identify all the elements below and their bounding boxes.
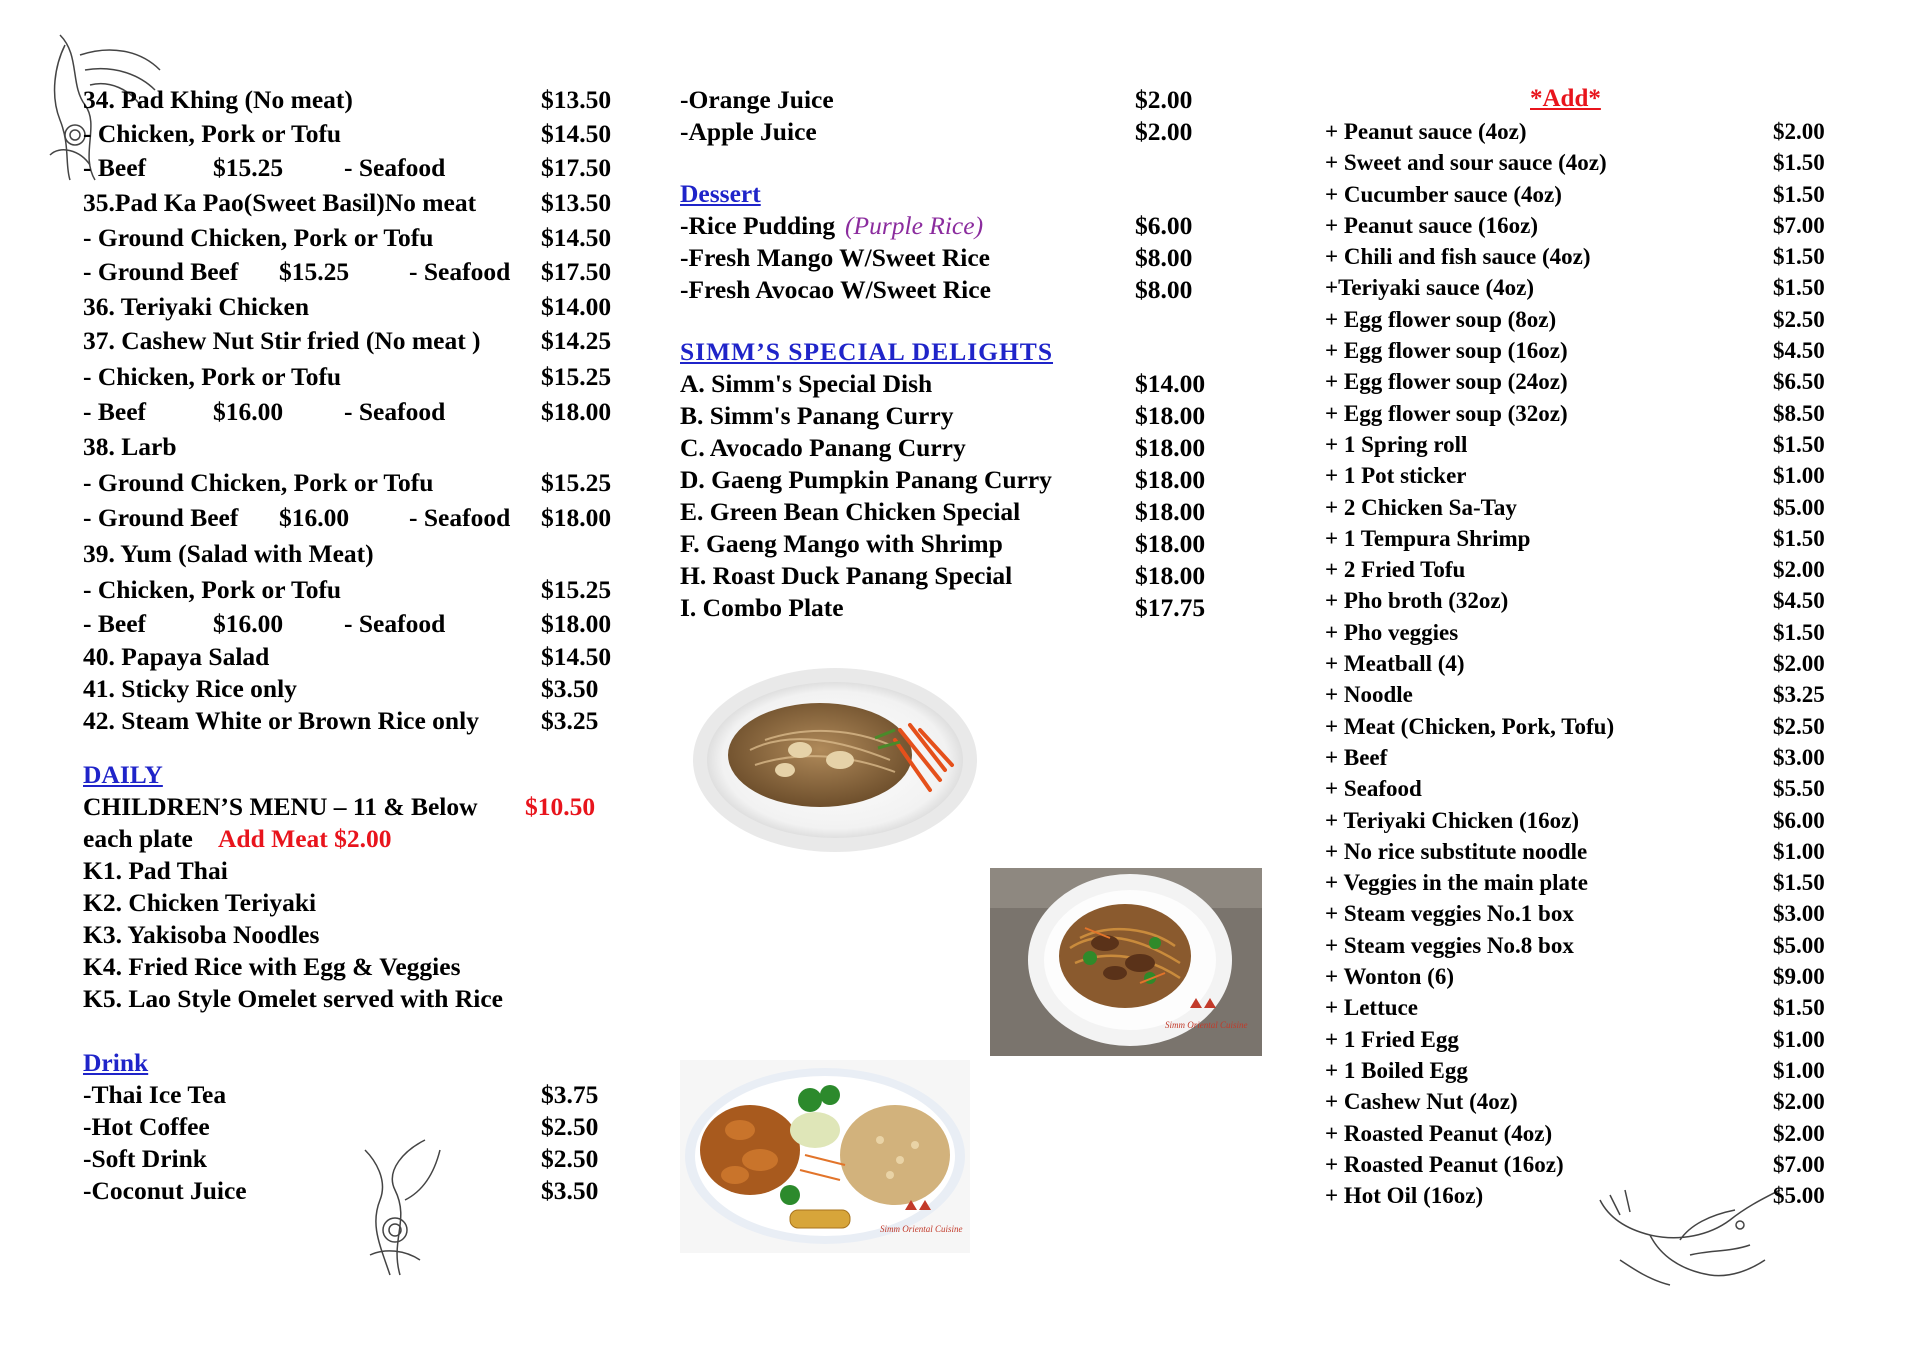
kids-menu-item bbox=[83, 951, 623, 983]
add-on-item-name: + Veggies in the main plate bbox=[1325, 870, 1588, 896]
add-on-item bbox=[1325, 1086, 1845, 1117]
add-on-item bbox=[1325, 335, 1845, 366]
add-on-item-price: $4.50 bbox=[1773, 588, 1825, 614]
add-on-item-price: $5.00 bbox=[1773, 1183, 1825, 1209]
special-item-name: B. Simm's Panang Curry bbox=[680, 401, 954, 430]
add-on-item-name: + Peanut sauce (16oz) bbox=[1325, 212, 1539, 238]
add-on-item-price: $1.50 bbox=[1773, 619, 1825, 645]
menu-item-mid-price: $15.25 bbox=[213, 153, 284, 182]
add-on-item-name: + 1 Fried Egg bbox=[1325, 1026, 1459, 1052]
special-item-name: F. Gaeng Mango with Shrimp bbox=[680, 529, 1003, 558]
add-on-item-name: + Egg flower soup (24oz) bbox=[1325, 369, 1568, 395]
menu-item-name: 39. Yum (Salad with Meat) bbox=[83, 539, 374, 568]
drink-item bbox=[83, 1175, 623, 1207]
drink-item-name: -Thai Ice Tea bbox=[83, 1080, 227, 1109]
special-item bbox=[680, 592, 1240, 624]
menu-item bbox=[83, 641, 623, 673]
add-on-item bbox=[1325, 147, 1845, 178]
add-on-item-name: + Meatball (4) bbox=[1325, 651, 1465, 677]
drink-list bbox=[83, 1079, 623, 1207]
add-on-item bbox=[1325, 1180, 1845, 1211]
add-on-item-name: + Steam veggies No.8 box bbox=[1325, 932, 1574, 958]
add-on-item-price: $2.50 bbox=[1773, 713, 1825, 739]
menu-item-price: $14.50 bbox=[541, 223, 612, 252]
add-on-item-price: $1.00 bbox=[1773, 838, 1825, 864]
add-on-item-name: + Noodle bbox=[1325, 682, 1413, 708]
special-item bbox=[680, 400, 1240, 432]
svg-text:Simm Oriental Cuisine: Simm Oriental Cuisine bbox=[1165, 1020, 1248, 1030]
drink-heading[interactable]: Drink bbox=[83, 1048, 149, 1077]
dessert-item-name: -Rice Pudding bbox=[680, 211, 836, 240]
special-item bbox=[680, 528, 1240, 560]
dessert-item-note: (Purple Rice) bbox=[845, 211, 984, 240]
add-on-item bbox=[1325, 898, 1845, 929]
add-on-item-name: + Egg flower soup (8oz) bbox=[1325, 306, 1557, 332]
dessert-item-price: $8.00 bbox=[1135, 275, 1193, 304]
add-on-item bbox=[1325, 805, 1845, 836]
menu-item bbox=[83, 324, 623, 358]
add-on-item-price: $2.00 bbox=[1773, 651, 1825, 677]
childrens-menu-row bbox=[83, 791, 623, 823]
menu-item-name: 34. Pad Khing (No meat) bbox=[83, 85, 353, 114]
menu-item-name: 36. Teriyaki Chicken bbox=[83, 292, 310, 321]
drink-item-name: -Soft Drink bbox=[83, 1144, 207, 1173]
menu-item bbox=[83, 465, 623, 500]
add-on-item-price: $5.00 bbox=[1773, 494, 1825, 520]
beef-noodle-photo bbox=[990, 868, 1262, 1056]
kids-menu-item bbox=[83, 887, 623, 919]
add-on-item-price: $2.00 bbox=[1773, 1120, 1825, 1146]
dessert-list bbox=[680, 210, 1240, 306]
add-on-item bbox=[1325, 554, 1845, 585]
add-on-item bbox=[1325, 867, 1845, 898]
add-on-item-name: + Lettuce bbox=[1325, 995, 1418, 1021]
add-on-item-price: $6.50 bbox=[1773, 369, 1825, 395]
menu-item-mid-price: $16.00 bbox=[279, 503, 350, 532]
menu-item-price: $14.50 bbox=[541, 642, 612, 671]
add-on-item bbox=[1325, 961, 1845, 992]
combo-plate-photo bbox=[680, 1060, 970, 1253]
add-on-item-name: + Cashew Nut (4oz) bbox=[1325, 1089, 1518, 1115]
add-on-item bbox=[1325, 1055, 1845, 1086]
menu-item bbox=[83, 535, 623, 572]
juice-item-price: $2.00 bbox=[1135, 85, 1193, 114]
drink-heading-row bbox=[83, 1047, 623, 1079]
menu-item-mid-name: - Seafood bbox=[344, 609, 446, 638]
childrens-menu-price: $10.50 bbox=[525, 792, 596, 821]
add-on-item-name: + Cucumber sauce (4oz) bbox=[1325, 181, 1562, 207]
juice-item-name: -Orange Juice bbox=[680, 85, 834, 114]
juice-item-name: -Apple Juice bbox=[680, 117, 817, 146]
add-on-item bbox=[1325, 742, 1845, 773]
special-item bbox=[680, 496, 1240, 528]
menu-item-mid-price: $16.00 bbox=[213, 609, 284, 638]
menu-item-mid-name: - Seafood bbox=[409, 503, 511, 532]
add-on-item bbox=[1325, 179, 1845, 210]
add-on-item bbox=[1325, 1024, 1845, 1055]
add-on-item-price: $3.25 bbox=[1773, 682, 1825, 708]
menu-item-name: 41. Sticky Rice only bbox=[83, 674, 297, 703]
add-heading-row bbox=[1325, 82, 1845, 116]
special-heading[interactable]: SIMM’S SPECIAL DELIGHTS bbox=[680, 337, 1054, 366]
menu-item-price: $15.25 bbox=[541, 575, 612, 604]
add-on-item-name: + Egg flower soup (32oz) bbox=[1325, 400, 1568, 426]
add-on-item-name: + Wonton (6) bbox=[1325, 964, 1454, 990]
add-on-item bbox=[1325, 460, 1845, 491]
menu-item-price: $13.50 bbox=[541, 188, 612, 217]
menu-item-name: - Beef bbox=[83, 153, 147, 182]
daily-heading[interactable]: DAILY bbox=[83, 760, 163, 789]
menu-item-price: $14.50 bbox=[541, 119, 612, 148]
special-list bbox=[680, 368, 1240, 624]
add-on-item-price: $7.00 bbox=[1773, 212, 1825, 238]
add-on-item-price: $8.50 bbox=[1773, 400, 1825, 426]
special-item-name: D. Gaeng Pumpkin Panang Curry bbox=[680, 465, 1052, 494]
menu-item-price: $17.50 bbox=[541, 257, 612, 286]
menu-item-price: $3.50 bbox=[541, 674, 599, 703]
menu-item-price: $14.00 bbox=[541, 292, 612, 321]
menu-item bbox=[83, 500, 623, 535]
special-item-name: A. Simm's Special Dish bbox=[680, 369, 933, 398]
add-on-item-price: $2.00 bbox=[1773, 557, 1825, 583]
add-on-item-price: $1.50 bbox=[1773, 525, 1825, 551]
menu-item-mid-price: $16.00 bbox=[213, 397, 284, 426]
menu-item bbox=[83, 358, 623, 395]
menu-item-price: $18.00 bbox=[541, 397, 612, 426]
add-on-item bbox=[1325, 241, 1845, 272]
menu-item bbox=[83, 151, 623, 185]
add-on-item bbox=[1325, 272, 1845, 303]
menu-item-name: - Chicken, Pork or Tofu bbox=[83, 575, 342, 604]
add-on-item-price: $1.50 bbox=[1773, 431, 1825, 457]
menu-item-price: $18.00 bbox=[541, 503, 612, 532]
add-on-item bbox=[1325, 492, 1845, 523]
add-on-item-price: $1.50 bbox=[1773, 275, 1825, 301]
add-on-item-price: $1.50 bbox=[1773, 995, 1825, 1021]
juice-list bbox=[680, 84, 1240, 148]
kids-menu-list bbox=[83, 855, 623, 1015]
add-on-item-name: + Sweet and sour sauce (4oz) bbox=[1325, 150, 1607, 176]
add-on-item bbox=[1325, 1118, 1845, 1149]
add-on-item-name: + Pho broth (32oz) bbox=[1325, 588, 1509, 614]
menu-item bbox=[83, 84, 623, 116]
add-on-item bbox=[1325, 523, 1845, 554]
special-item bbox=[680, 432, 1240, 464]
add-on-item-name: + 2 Chicken Sa-Tay bbox=[1325, 494, 1517, 520]
special-item-price: $18.00 bbox=[1135, 433, 1206, 462]
add-on-item-price: $2.00 bbox=[1773, 1089, 1825, 1115]
add-on-item-name: + 1 Tempura Shrimp bbox=[1325, 525, 1531, 551]
add-on-item-price: $1.50 bbox=[1773, 181, 1825, 207]
left-column bbox=[83, 84, 623, 1207]
menu-item-name: 40. Papaya Salad bbox=[83, 642, 270, 671]
add-on-item bbox=[1325, 1149, 1845, 1180]
add-on-item bbox=[1325, 648, 1845, 679]
add-on-item bbox=[1325, 992, 1845, 1023]
menu-item-price: $3.25 bbox=[541, 706, 599, 735]
special-item-price: $18.00 bbox=[1135, 529, 1206, 558]
menu-item-name: - Beef bbox=[83, 609, 147, 638]
special-item bbox=[680, 368, 1240, 400]
dessert-heading[interactable]: Dessert bbox=[680, 179, 761, 208]
special-item-price: $18.00 bbox=[1135, 401, 1206, 430]
menu-item-name: - Ground Beef bbox=[83, 257, 239, 286]
special-item bbox=[680, 560, 1240, 592]
menu-item-price: $18.00 bbox=[541, 609, 612, 638]
drink-item bbox=[83, 1079, 623, 1111]
each-plate-row bbox=[83, 823, 623, 855]
special-item-price: $18.00 bbox=[1135, 497, 1206, 526]
kids-menu-item bbox=[83, 855, 623, 887]
special-item-price: $18.00 bbox=[1135, 465, 1206, 494]
special-item-name: C. Avocado Panang Curry bbox=[680, 433, 966, 462]
add-on-item-price: $3.00 bbox=[1773, 901, 1825, 927]
drink-item bbox=[83, 1143, 623, 1175]
add-on-item-price: $1.50 bbox=[1773, 244, 1825, 270]
menu-item bbox=[83, 607, 623, 641]
add-on-item bbox=[1325, 585, 1845, 616]
add-on-item-name: + Peanut sauce (4oz) bbox=[1325, 119, 1527, 144]
menu-item bbox=[83, 289, 623, 324]
juice-item bbox=[680, 116, 1240, 148]
kids-menu-item bbox=[83, 919, 623, 951]
menu-item bbox=[83, 221, 623, 255]
add-on-item-price: $1.00 bbox=[1773, 463, 1825, 489]
menu-item bbox=[83, 673, 623, 705]
dessert-item-name: -Fresh Avocao W/Sweet Rice bbox=[680, 275, 991, 304]
menu-item-name: - Chicken, Pork or Tofu bbox=[83, 119, 342, 148]
each-plate-label: each plate bbox=[83, 824, 193, 853]
add-meat-note: Add Meat $2.00 bbox=[218, 824, 392, 853]
add-on-item-price: $7.00 bbox=[1773, 1151, 1825, 1177]
add-on-item-name: + Teriyaki Chicken (16oz) bbox=[1325, 807, 1579, 833]
menu-item-mid-name: - Seafood bbox=[409, 257, 511, 286]
add-on-item-price: $1.00 bbox=[1773, 1026, 1825, 1052]
special-item-name: H. Roast Duck Panang Special bbox=[680, 561, 1013, 590]
dessert-item bbox=[680, 242, 1240, 274]
menu-item-name: - Chicken, Pork or Tofu bbox=[83, 362, 342, 391]
add-on-item-price: $1.50 bbox=[1773, 150, 1825, 176]
special-heading-row bbox=[680, 336, 1240, 368]
menu-item-price: $13.50 bbox=[541, 85, 612, 114]
add-on-item-name: + Roasted Peanut (16oz) bbox=[1325, 1151, 1564, 1177]
menu-item-name: 42. Steam White or Brown Rice only bbox=[83, 706, 479, 735]
add-on-item-price: $2.50 bbox=[1773, 306, 1825, 332]
menu-item-name: - Ground Beef bbox=[83, 503, 239, 532]
dessert-item-price: $6.00 bbox=[1135, 211, 1193, 240]
add-on-item-name: + Egg flower soup (16oz) bbox=[1325, 338, 1568, 364]
menu-item bbox=[83, 428, 623, 465]
special-item-price: $17.75 bbox=[1135, 593, 1206, 622]
add-on-item-price: $5.00 bbox=[1773, 932, 1825, 958]
menu-item bbox=[83, 572, 623, 607]
menu-item-price: $15.25 bbox=[541, 468, 612, 497]
kids-menu-item-name: K1. Pad Thai bbox=[83, 856, 228, 885]
juice-item-price: $2.00 bbox=[1135, 117, 1193, 146]
add-on-item-name: + Roasted Peanut (4oz) bbox=[1325, 1120, 1553, 1146]
menu-item bbox=[83, 395, 623, 428]
kids-menu-item-name: K5. Lao Style Omelet served with Rice bbox=[83, 984, 503, 1013]
menu-item-name: 37. Cashew Nut Stir fried (No meat ) bbox=[83, 326, 481, 355]
add-on-item-name: + 1 Boiled Egg bbox=[1325, 1057, 1468, 1083]
menu-item-name: 35.Pad Ka Pao(Sweet Basil)No meat bbox=[83, 188, 477, 217]
kids-menu-item bbox=[83, 983, 623, 1015]
add-on-item-price: $3.00 bbox=[1773, 744, 1825, 770]
drink-item-price: $3.75 bbox=[541, 1080, 599, 1109]
add-on-item-name: + Chili and fish sauce (4oz) bbox=[1325, 244, 1591, 270]
drink-item-price: $2.50 bbox=[541, 1112, 599, 1141]
add-on-item-price: $9.00 bbox=[1773, 964, 1825, 990]
menu-item bbox=[83, 705, 623, 737]
special-item bbox=[680, 464, 1240, 496]
menu-item-mid-name: - Seafood bbox=[344, 153, 446, 182]
dessert-heading-row bbox=[680, 178, 1240, 210]
noodle-dish-photo bbox=[690, 660, 980, 860]
svg-text:Simm Oriental Cuisine: Simm Oriental Cuisine bbox=[880, 1224, 963, 1234]
add-on-item bbox=[1325, 617, 1845, 648]
add-on-item bbox=[1325, 398, 1845, 429]
dessert-item-name: -Fresh Mango W/Sweet Rice bbox=[680, 243, 990, 272]
add-on-item bbox=[1325, 366, 1845, 397]
add-on-item-name: + Meat (Chicken, Pork, Tofu) bbox=[1325, 713, 1615, 739]
add-on-list bbox=[1325, 116, 1845, 1211]
menu-item bbox=[83, 185, 623, 221]
add-on-item-price: $6.00 bbox=[1773, 807, 1825, 833]
juice-item bbox=[680, 84, 1240, 116]
drink-item-price: $3.50 bbox=[541, 1176, 599, 1205]
menu-item-mid-price: $15.25 bbox=[279, 257, 350, 286]
menu-item-price: $14.25 bbox=[541, 326, 612, 355]
menu-item bbox=[83, 255, 623, 289]
add-on-item-name: + 1 Pot sticker bbox=[1325, 463, 1467, 489]
middle-column bbox=[680, 84, 1240, 624]
menu-item-name: 38. Larb bbox=[83, 432, 177, 461]
daily-heading-row bbox=[83, 759, 623, 791]
add-on-item-name: + 2 Fried Tofu bbox=[1325, 557, 1466, 583]
add-on-item-price: $1.00 bbox=[1773, 1057, 1825, 1083]
add-on-item-price: $5.50 bbox=[1773, 776, 1825, 802]
add-on-item-name: + No rice substitute noodle bbox=[1325, 838, 1588, 864]
add-on-item bbox=[1325, 116, 1845, 147]
add-on-item bbox=[1325, 679, 1845, 710]
add-on-item-name: + Seafood bbox=[1325, 776, 1422, 802]
kids-menu-item-name: K4. Fried Rice with Egg & Veggies bbox=[83, 952, 461, 981]
add-on-item-name: +Teriyaki sauce (4oz) bbox=[1325, 275, 1535, 301]
add-on-item-name: + Hot Oil (16oz) bbox=[1325, 1183, 1484, 1209]
drink-item-name: -Coconut Juice bbox=[83, 1176, 247, 1205]
add-on-item-price: $2.00 bbox=[1773, 119, 1825, 144]
special-item-price: $14.00 bbox=[1135, 369, 1206, 398]
menu-item-price: $17.50 bbox=[541, 153, 612, 182]
add-on-item bbox=[1325, 773, 1845, 804]
drink-item bbox=[83, 1111, 623, 1143]
special-item-name: E. Green Bean Chicken Special bbox=[680, 497, 1021, 526]
add-on-item bbox=[1325, 210, 1845, 241]
add-heading: *Add* bbox=[1530, 85, 1601, 112]
childrens-menu-label: CHILDREN’S MENU – 11 & Below bbox=[83, 792, 478, 821]
menu-item-mid-name: - Seafood bbox=[344, 397, 446, 426]
add-on-item bbox=[1325, 304, 1845, 335]
drink-item-price: $2.50 bbox=[541, 1144, 599, 1173]
add-on-item-name: + Pho veggies bbox=[1325, 619, 1459, 645]
add-on-item bbox=[1325, 836, 1845, 867]
drink-item-name: -Hot Coffee bbox=[83, 1112, 210, 1141]
add-on-item-name: + 1 Spring roll bbox=[1325, 431, 1468, 457]
menu-item-price: $15.25 bbox=[541, 362, 612, 391]
add-on-item bbox=[1325, 429, 1845, 460]
menu-item bbox=[83, 116, 623, 151]
menu-item-name: - Beef bbox=[83, 397, 147, 426]
menu-item-name: - Ground Chicken, Pork or Tofu bbox=[83, 223, 434, 252]
add-on-item-price: $4.50 bbox=[1773, 338, 1825, 364]
add-on-item bbox=[1325, 711, 1845, 742]
add-on-item-price: $1.50 bbox=[1773, 870, 1825, 896]
special-item-price: $18.00 bbox=[1135, 561, 1206, 590]
kids-menu-item-name: K3. Yakisoba Noodles bbox=[83, 920, 320, 949]
dessert-item bbox=[680, 274, 1240, 306]
kids-menu-item-name: K2. Chicken Teriyaki bbox=[83, 888, 317, 917]
dessert-item-price: $8.00 bbox=[1135, 243, 1193, 272]
menu-item-name: - Ground Chicken, Pork or Tofu bbox=[83, 468, 434, 497]
right-column bbox=[1325, 82, 1845, 1211]
special-item-name: I. Combo Plate bbox=[680, 593, 844, 622]
add-on-item-name: + Beef bbox=[1325, 744, 1388, 770]
main-dish-list bbox=[83, 84, 623, 737]
add-on-item-name: + Steam veggies No.1 box bbox=[1325, 901, 1574, 927]
add-on-item bbox=[1325, 930, 1845, 961]
dessert-item bbox=[680, 210, 1240, 242]
